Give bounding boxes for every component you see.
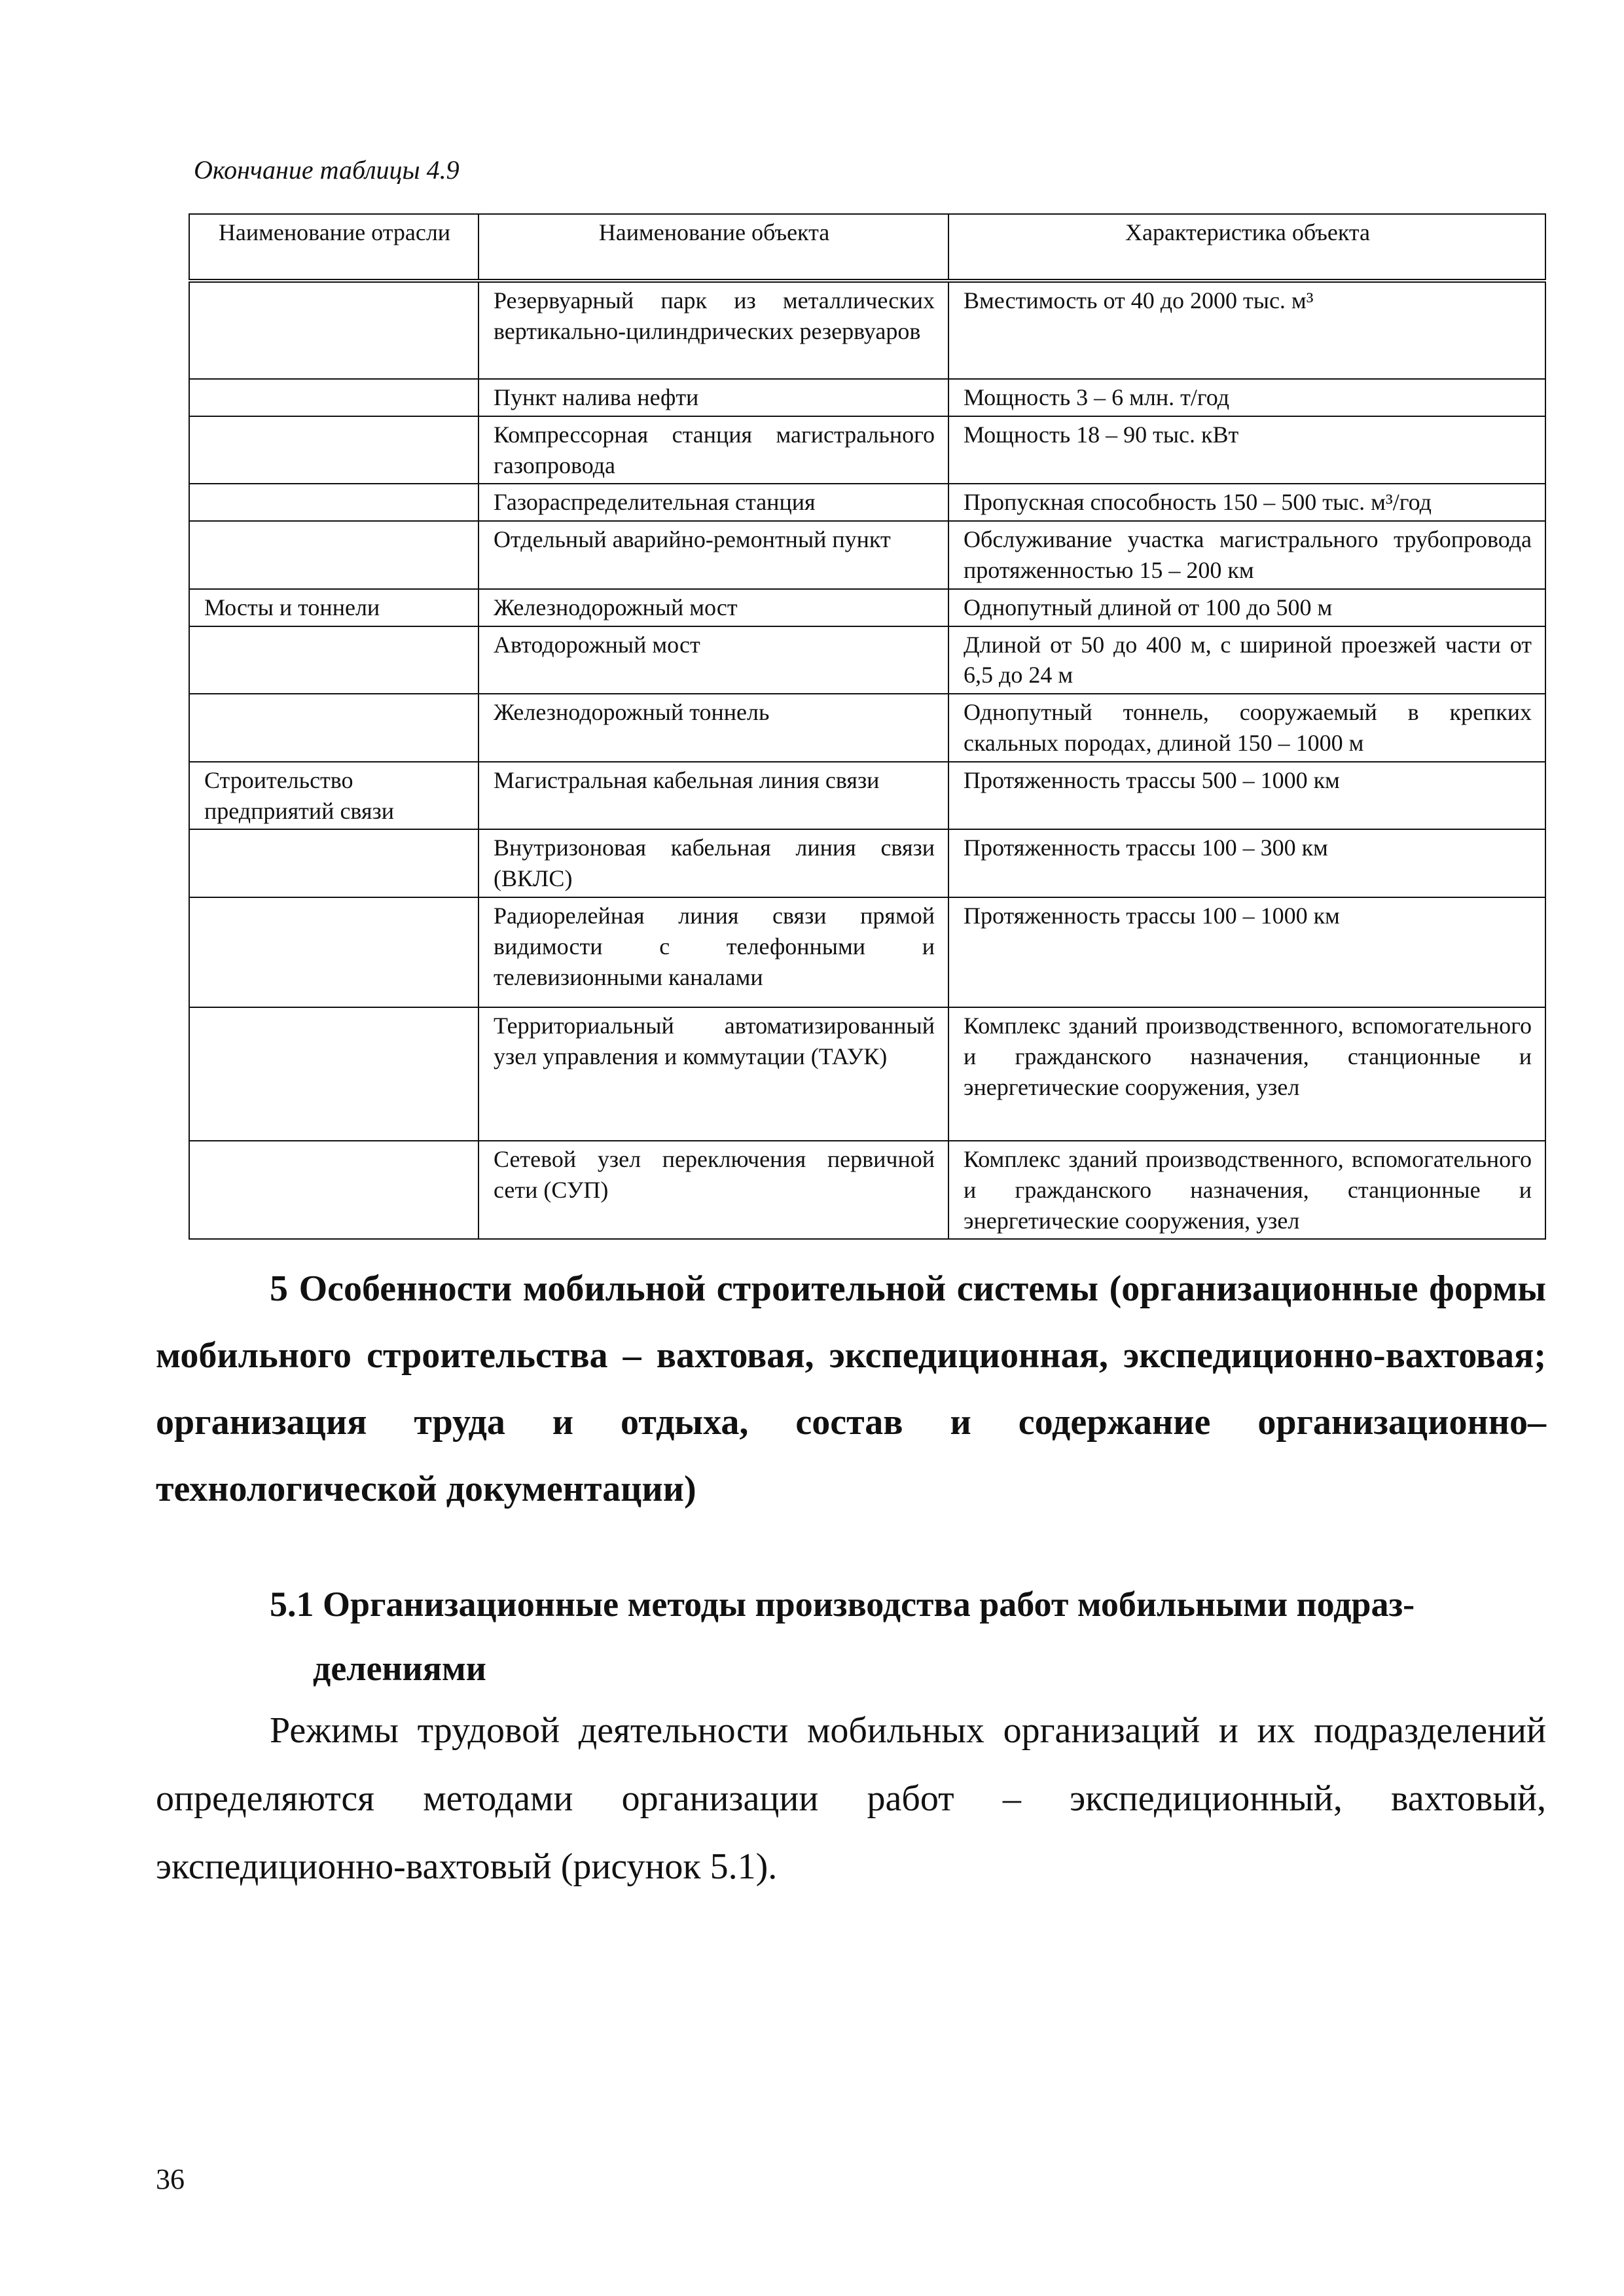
cell-object: Пункт налива нефти: [478, 379, 948, 416]
cell-object: Автодорожный мост: [478, 626, 948, 694]
cell-characteristic: Мощность 18 – 90 тыс. кВт: [948, 416, 1545, 484]
cell-industry: [189, 829, 478, 897]
cell-characteristic: Протяженность трассы 100 – 300 км: [948, 829, 1545, 897]
cell-object: Сетевой узел переключения первичной сети (СУП): [478, 1141, 948, 1239]
cell-object: Железнодорожный тоннель: [478, 694, 948, 762]
cell-object: Резервуарный парк из металлических вертикально-цилиндрических резервуаров: [478, 281, 948, 379]
section-heading: 5 Особенности мобильной строительной системы (организационные формы мобильного строительства – вахтовая, экспедиционная, экспедиционно-вахтовая; организация труда и отдыха, состав и содержание организационно–технологической документации): [156, 1268, 1546, 1509]
table-row: [189, 416, 1545, 484]
cell-object: Территориальный автоматизированный узел управления и коммутации (ТАУК): [478, 1007, 948, 1141]
subsection-heading-line2: делениями: [313, 1649, 486, 1688]
cell-characteristic: Протяженность трассы 500 – 1000 км: [948, 762, 1545, 830]
subsection-heading-line1: 5.1 Организационные методы производства работ мобильными подраз-: [270, 1585, 1415, 1624]
cell-characteristic: Комплекс зданий производственного, вспомогательного и гражданского назначения, станционные и энергетические сооружения, узел: [948, 1141, 1545, 1239]
cell-characteristic: Обслуживание участка магистрального трубопровода протяженностью 15 – 200 км: [948, 521, 1545, 589]
table-row: [189, 1141, 1545, 1239]
cell-industry: Мосты и тоннели: [189, 589, 478, 626]
page-number: 36: [156, 2163, 185, 2195]
cell-object: Внутризоновая кабельная линия связи (ВКЛС): [478, 829, 948, 897]
table-row: [189, 379, 1545, 416]
cell-industry: [189, 416, 478, 484]
table-row: [189, 829, 1545, 897]
cell-object: Компрессорная станция магистрального газопровода: [478, 416, 948, 484]
table-row: [189, 281, 1545, 379]
table-row: [189, 626, 1545, 694]
header-industry: Наименование отрасли: [189, 214, 478, 281]
cell-industry: [189, 694, 478, 762]
cell-industry: [189, 897, 478, 1007]
cell-characteristic: Длиной от 50 до 400 м, с шириной проезжей части от 6,5 до 24 м: [948, 626, 1545, 694]
cell-object: Радиорелейная линия связи прямой видимости с телефонными и телевизионными каналами: [478, 897, 948, 1007]
cell-industry: [189, 626, 478, 694]
table-header-row: [189, 214, 1545, 281]
table-caption: Окончание таблицы 4.9: [194, 155, 460, 185]
table-row: [189, 694, 1545, 762]
header-characteristic: Характеристика объекта: [948, 214, 1545, 281]
cell-industry: [189, 1141, 478, 1239]
cell-industry: [189, 379, 478, 416]
table-row: [189, 897, 1545, 1007]
subsection-heading: [270, 1572, 1546, 1700]
cell-object: Железнодорожный мост: [478, 589, 948, 626]
cell-industry: [189, 521, 478, 589]
table-row: [189, 484, 1545, 521]
cell-industry: [189, 281, 478, 379]
table-row: [189, 762, 1545, 830]
cell-object: Газораспределительная станция: [478, 484, 948, 521]
header-object: Наименование объекта: [478, 214, 948, 281]
cell-object: Отдельный аварийно-ремонтный пункт: [478, 521, 948, 589]
cell-industry: [189, 484, 478, 521]
cell-characteristic: Вместимость от 40 до 2000 тыс. м³: [948, 281, 1545, 379]
table-row: [189, 521, 1545, 589]
cell-object: Магистральная кабельная линия связи: [478, 762, 948, 830]
cell-characteristic: Однопутный длиной от 100 до 500 м: [948, 589, 1545, 626]
table-row: [189, 1007, 1545, 1141]
body-paragraph: Режимы трудовой деятельности мобильных организаций и их подразделений определяются методами организации работ – экспедиционный, вахтовый, экспедиционно-вахтовый (рисунок 5.1).: [156, 1710, 1546, 1887]
objects-table: [189, 213, 1546, 1240]
cell-characteristic: Мощность 3 – 6 млн. т/год: [948, 379, 1545, 416]
cell-characteristic: Комплекс зданий производственного, вспомогательного и гражданского назначения, станционные и энергетические сооружения, узел: [948, 1007, 1545, 1141]
cell-characteristic: Пропускная способность 150 – 500 тыс. м³/год: [948, 484, 1545, 521]
cell-industry: Строительство предприятий связи: [189, 762, 478, 830]
cell-characteristic: Однопутный тоннель, сооружаемый в крепких скальных породах, длиной 150 – 1000 м: [948, 694, 1545, 762]
cell-characteristic: Протяженность трассы 100 – 1000 км: [948, 897, 1545, 1007]
cell-industry: [189, 1007, 478, 1141]
table-row: [189, 589, 1545, 626]
